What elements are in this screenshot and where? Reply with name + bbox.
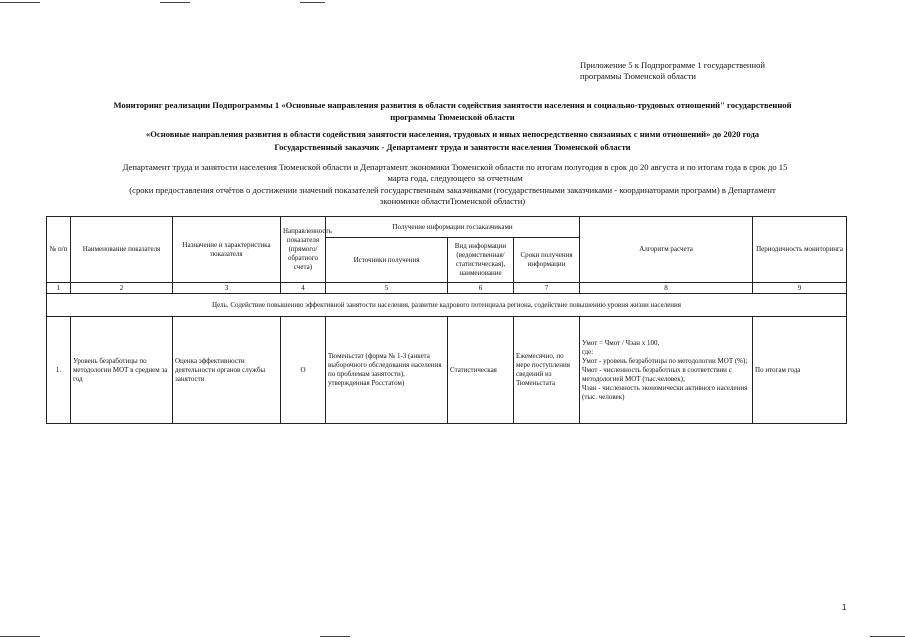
- header-row: [47, 217, 847, 238]
- scan-mark: [0, 2, 40, 3]
- column-numbers-row: [47, 283, 847, 294]
- col-number: 1: [47, 283, 71, 294]
- scan-mark: [300, 2, 325, 3]
- title-line1: Мониторинг реализации Подпрограммы 1 «Основные направления развития в области содействия занятости населения и социально-трудовых отношений" государственной: [113, 100, 792, 110]
- header-num: № п/п: [47, 217, 71, 283]
- header-terms: Сроки получения информации: [514, 238, 580, 283]
- goal-row: [47, 294, 847, 317]
- row-direction: О: [281, 317, 326, 424]
- header-name: Наименование показателя: [71, 217, 173, 283]
- dept-line1: Департамент труда и занятости населения Тюменской области и Департамент экономики Тюменской области по итогам полугодия в срок до 20 августа и по итогам года в срок до 15: [122, 162, 788, 172]
- row-sources: Тюменьстат (форма № 1-З (анкета выборочного обследования населения по проблемам занятости), утвержденная Росстатом): [326, 317, 448, 424]
- col-number: 6: [448, 283, 514, 294]
- col-number: 5: [326, 283, 448, 294]
- state-customer: Государственный заказчик - Департамент труда и занятости населения Тюменской области: [274, 142, 631, 152]
- scan-mark: [320, 636, 350, 637]
- algorithm-line: Чмот - численность безработных в соответствии с методологией МОТ (тыс.человек);: [582, 365, 732, 383]
- col-number: 8: [580, 283, 753, 294]
- algorithm-line: Умот = Чмот / Чэан х 100,: [582, 338, 660, 347]
- table-row: [47, 317, 847, 424]
- departments-text: [60, 162, 850, 184]
- header-receiving: Получение информации госзаказчиками: [326, 217, 580, 238]
- col-number: 9: [753, 283, 847, 294]
- header-periodicity: Периодичность мониторинга: [753, 217, 847, 283]
- appendix-line1: Приложение 5 к Подпрограмме 1 государственной: [580, 60, 766, 70]
- col-number: 4: [281, 283, 326, 294]
- scan-mark: [160, 2, 190, 3]
- row-algorithm: [580, 317, 753, 424]
- scan-mark: [870, 636, 905, 637]
- row-purpose: Оценка эффективности деятельности органов службы занятости: [173, 317, 281, 424]
- appendix-line2: программы Тюменской области: [580, 71, 696, 81]
- row-name: Уровень безработицы по методологии МОТ в среднем за год: [71, 317, 173, 424]
- goal-text: Цель. Содействие повышению эффективной занятости населения, развитие кадрового потенциала региона, содействие повышению уровня жизни населения: [47, 294, 847, 317]
- dept-line2: марта года, следующего за отчетным: [387, 173, 523, 183]
- row-num: 1.: [47, 317, 71, 424]
- header-info-type: Вид информации (ведомственная/статистическая), наименование: [448, 238, 514, 283]
- col-number: 7: [514, 283, 580, 294]
- col-number: 3: [173, 283, 281, 294]
- terms-line2: экономики областиТюменской области): [379, 196, 526, 206]
- terms-line1: (сроки предоставления отчётов о достижении значений показателей государственным заказчиками (государственными заказчиками - координаторами программ) в Департамент: [129, 185, 776, 195]
- algorithm-line: Чэан - численность экономически активного населения (тыс. человек): [582, 383, 748, 401]
- header-purpose: Назначение и характеристика показателя: [173, 217, 281, 283]
- algorithm-line: где:: [582, 347, 594, 356]
- report-terms: [40, 185, 865, 207]
- row-periodicity: По итогам года: [753, 317, 847, 424]
- monitoring-table: [46, 216, 847, 424]
- header-algorithm: Алгоритм расчета: [580, 217, 753, 283]
- row-terms: Ежемесячно, по мере поступления сведений из Тюменьстата: [514, 317, 580, 424]
- appendix-note: [580, 60, 840, 82]
- document-title: [40, 99, 865, 123]
- header-direction: Направленность показателя (прямого/обратного счета): [281, 217, 326, 283]
- scan-mark: [0, 636, 40, 637]
- header-sources: Источники получения: [326, 238, 448, 283]
- title-line2: программы Тюменской области: [390, 112, 515, 122]
- page-number: 1: [842, 603, 847, 612]
- algorithm-line: Умот - уровень безработицы по методологии МОТ (%);: [582, 356, 748, 365]
- col-number: 2: [71, 283, 173, 294]
- document-subtitle: «Основные направления развития в области содействия занятости населения, трудовых и иных непосредственно связанных с ними отношений» до 2020 года: [145, 129, 760, 139]
- row-info-type: Статистическая: [448, 317, 514, 424]
